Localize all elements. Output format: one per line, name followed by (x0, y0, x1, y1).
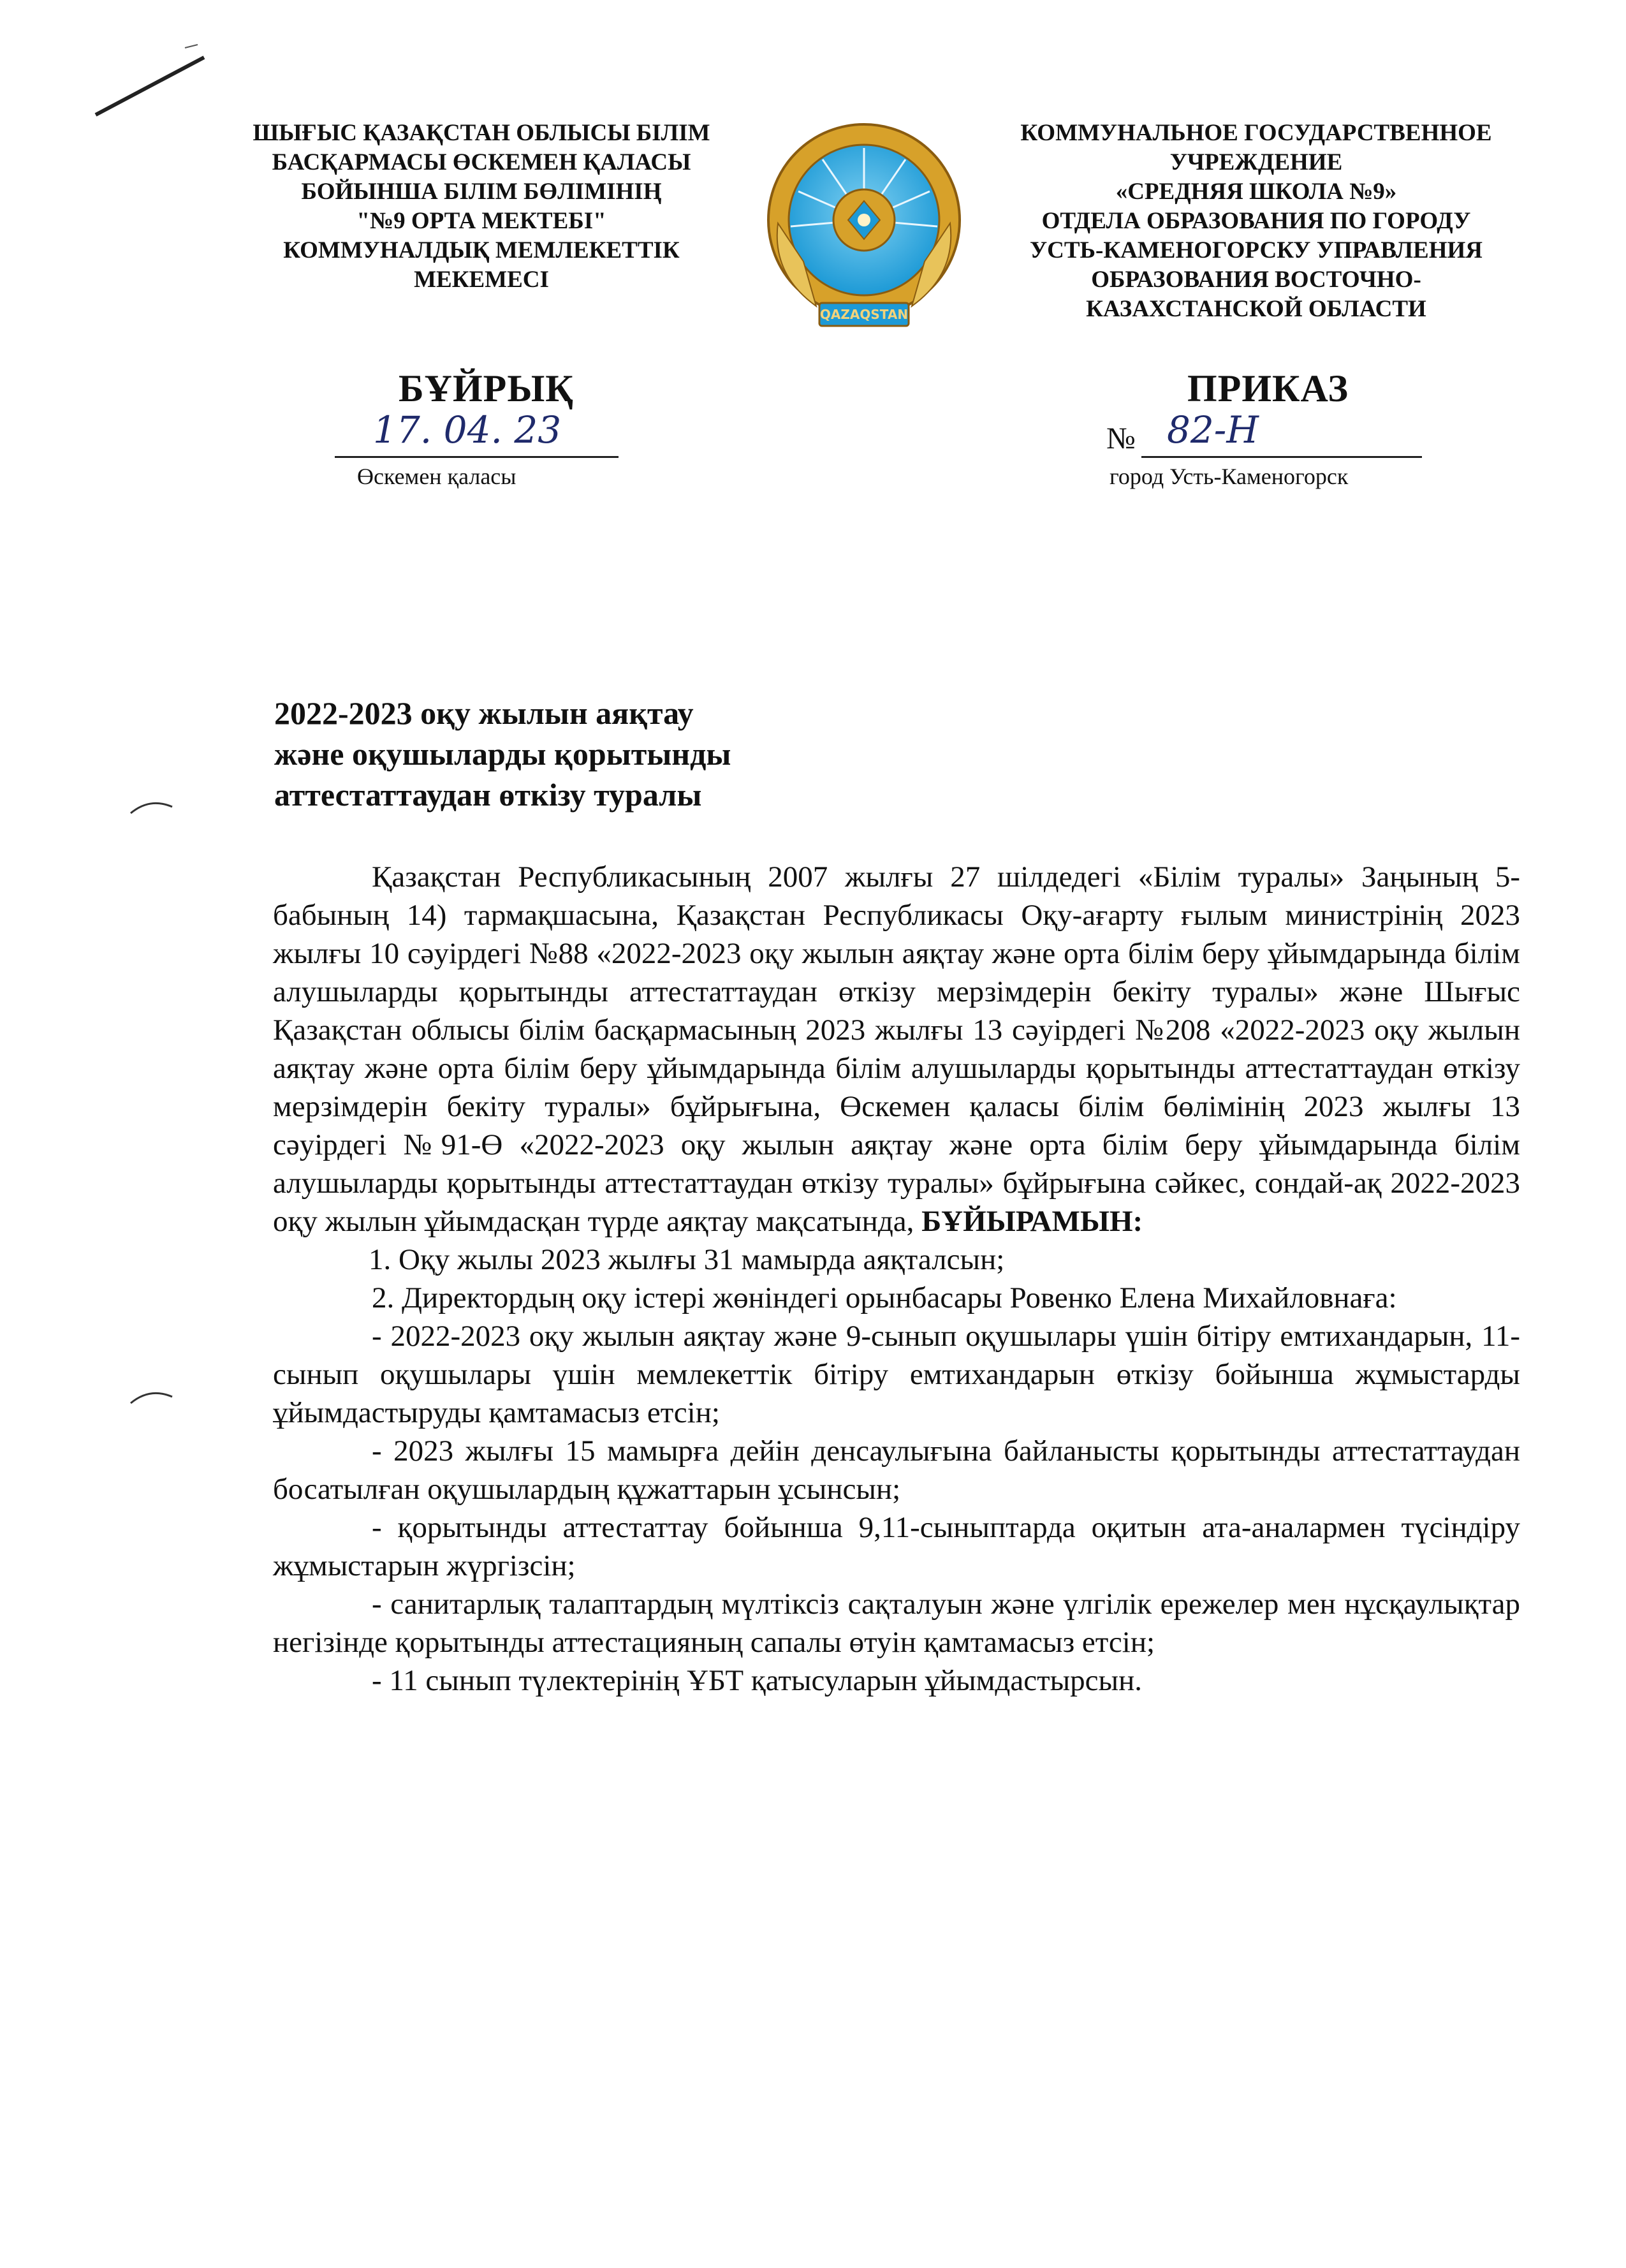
punch-hole-mark-1 (128, 794, 179, 820)
header-kz-line: БАСҚАРМАСЫ ӨСКЕМЕН ҚАЛАСЫ (272, 149, 691, 175)
header-kz-line: ШЫҒЫС ҚАЗАҚСТАН ОБЛЫСЫ БІЛІМ (253, 120, 710, 146)
header-russian (960, 119, 1553, 324)
header-kz-line: "№9 ОРТА МЕКТЕБІ" (356, 208, 606, 234)
sub-item: - қорытынды аттестаттау бойынша 9,11-сыныптарда оқитын ата-аналармен түсіндіру жұмыстарын жүргізсін; (273, 1511, 1520, 1582)
header-kz-line: МЕКЕМЕСІ (414, 267, 549, 293)
emblem-banner-text: QAZAQSTAN (819, 307, 909, 322)
number-underline (1141, 456, 1422, 458)
handwritten-order-number: 82-Н (1167, 408, 1259, 452)
list-item: 2. Директордың оқу істері жөніндегі орынбасары Ровенко Елена Михайловнаға: (372, 1281, 1397, 1314)
city-ru: город Усть-Каменогорск (1110, 464, 1349, 489)
subject-line: аттестаттаудан өткізу туралы (274, 777, 702, 813)
handwritten-date: 17. 04. 23 (373, 408, 562, 452)
header-ru-line: ОТДЕЛА ОБРАЗОВАНИЯ ПО ГОРОДУ (1041, 208, 1471, 234)
order-title-ru: ПРИКАЗ (1187, 367, 1349, 409)
order-title-kz: БҰЙРЫҚ (399, 367, 574, 409)
header-ru-line: КАЗАХСТАНСКОЙ ОБЛАСТИ (1086, 296, 1426, 322)
subject-line: және оқушыларды қорытынды (274, 736, 731, 772)
preamble-paragraph (273, 858, 1520, 1241)
header-kz-line: КОММУНАЛДЫҚ МЕМЛЕКЕТТІК (283, 237, 680, 263)
sub-item: - санитарлық талаптардың мүлтіксіз сақталуын және үлгілік ережелер мен нұсқаулықтар негізінде қорытынды аттестацияның сапалы өтуін қамтамасыз етсін; (273, 1587, 1520, 1659)
sub-item: - 2023 жылғы 15 мамырға дейін денсаулығына байланысты қорытынды аттестаттаудан босатылған оқушылардың құжаттарын ұсынсын; (273, 1434, 1520, 1506)
subject-line: 2022-2023 оқу жылын аяқтау (274, 695, 694, 731)
order-body (273, 858, 1520, 1700)
header-ru-line: КОММУНАЛЬНОЕ ГОСУДАРСТВЕННОЕ (1020, 120, 1492, 146)
list-item: 1. Оқу жылы 2023 жылғы 31 мамырда аяқталсын; (369, 1243, 1005, 1276)
sub-item: - 11 сынып түлектерінің ҰБТ қатысуларын ұйымдастырсын. (372, 1664, 1143, 1697)
punch-hole-mark-2 (128, 1384, 179, 1410)
date-underline (335, 456, 619, 458)
header-ru-line: УЧРЕЖДЕНИЕ (1169, 149, 1343, 175)
header-ru-line: ОБРАЗОВАНИЯ ВОСТОЧНО- (1091, 267, 1421, 293)
header-kazakh (185, 119, 778, 295)
number-sign: № (1106, 422, 1136, 455)
state-emblem (759, 115, 969, 344)
order-subject (274, 693, 731, 815)
header-ru-line: УСТЬ-КАМЕНОГОРСКУ УПРАВЛЕНИЯ (1029, 237, 1483, 263)
order-word: БҰЙЫРАМЫН: (921, 1205, 1143, 1238)
header-kz-line: БОЙЫНША БІЛІМ БӨЛІМІНІҢ (301, 179, 662, 205)
scan-mark-top (89, 38, 217, 128)
city-kz: Өскемен қаласы (357, 464, 516, 489)
preamble-text: Қазақстан Республикасының 2007 жылғы 27 шілдедегі «Білім туралы» Заңының 5-бабының 14) тармақшасына, Қазақстан Республикасы Оқу-ағарту ғылым министрінің 2023 жылғы 10 сәуірдегі №88 «2022-2023 оқу жылын аяқтау және орта білім беру ұйымдарында білім алушыларды қорытынды аттестаттаудан өткізу мерзімдерін бекіту туралы» және Шығыс Қазақстан облысы білім басқармасының 2023 жылғы 13 сәуірдегі №208 «2022-2023 оқу жылын аяқтау және орта білім беру ұйымдарында білім алушыларды қорытынды аттестаттаудан өткізу мерзімдерін бекіту туралы» бұйрығына, Өскемен қаласы білім бөлімінің 2023 жылғы 13 сәуірдегі №91-Ө «2022-2023 оқу жылын аяқтау және орта білім беру ұйымдарында білім алушыларды қорытынды аттестаттаудан өткізу туралы» бұйрығына сәйкес, сондай-ақ 2022-2023 оқу жылын ұйымдасқан түрде аяқтау мақсатында, (273, 860, 1520, 1238)
header-ru-line: «СРЕДНЯЯ ШКОЛА №9» (1115, 179, 1397, 205)
sub-item: - 2022-2023 оқу жылын аяқтау және 9-сынып оқушылары үшін бітіру емтихандарын, 11-сынып оқушылары үшін мемлекеттік бітіру емтихандарын өткізу бойынша жұмыстарды ұйымдастыруды қамтамасыз етсін; (273, 1320, 1520, 1429)
